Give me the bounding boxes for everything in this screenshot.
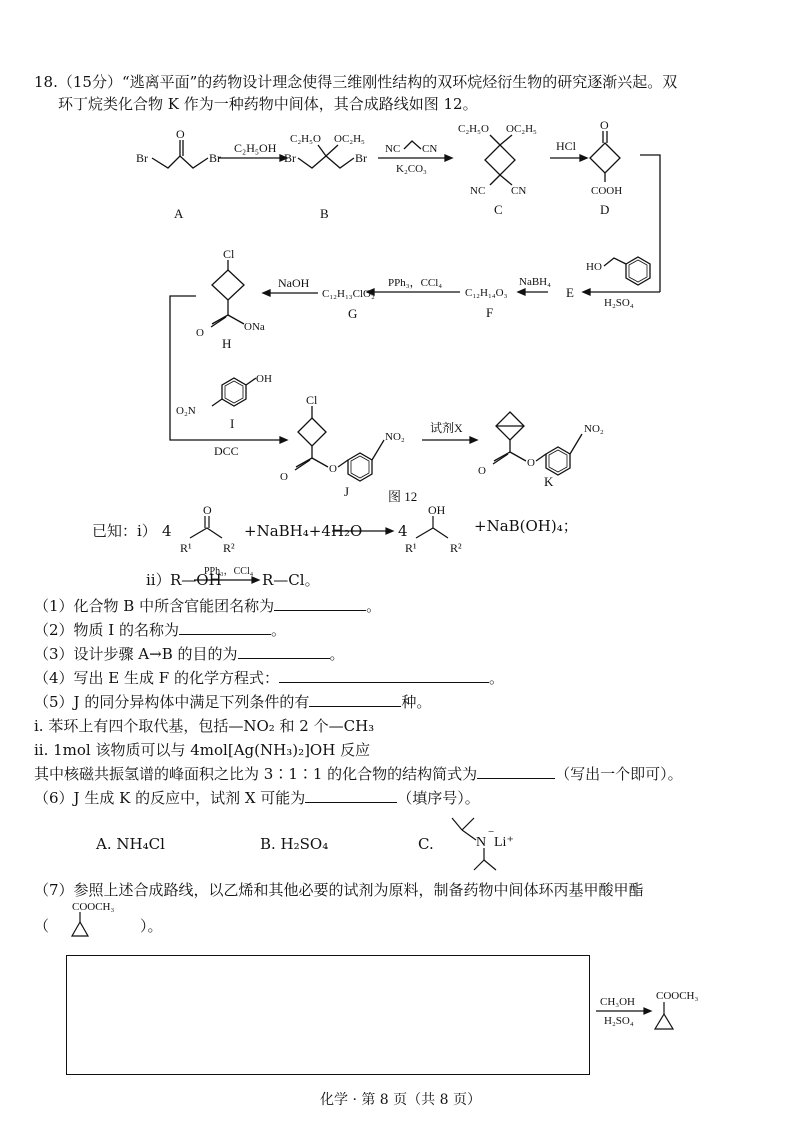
q7-paren-close: ）。 (140, 917, 163, 935)
q6-option-b[interactable]: B. H₂SO₄ (260, 835, 329, 853)
a-o: O (176, 127, 185, 141)
q1: （1）化合物 B 中所含官能团名称为 。 (34, 597, 382, 615)
b-br-left: Br (284, 151, 296, 165)
j-o-ester: O (329, 463, 337, 475)
known-coef-2: 4 (398, 522, 408, 540)
known-r1: R¹ (180, 541, 192, 555)
q7-cooch3: COOCH₃ (72, 901, 115, 913)
formula-f: C₁₂H₁₄O₃ (465, 287, 508, 299)
lda-minus: − (488, 826, 495, 838)
label-f: F (486, 305, 494, 320)
label-i: I (230, 416, 235, 431)
known-coef-1: 4 (162, 522, 172, 540)
q4: （4）写出 E 生成 F 的化学方程式： 。 (34, 669, 504, 687)
b-eto: C₂H₅O (290, 133, 321, 145)
q5-nmr: 其中核磁共振氢谱的峰面积之比为 3∶1∶1 的化合物的结构简式为 （写出一个即可）。 (34, 765, 683, 783)
label-k: K (544, 474, 554, 489)
known-oh: OH (428, 503, 446, 517)
figure-caption: 图 12 (388, 489, 418, 504)
bc-nc: NC (385, 143, 401, 155)
q6-option-a[interactable]: A. NH₄Cl (96, 835, 165, 853)
k-no2: NO₂ (584, 423, 604, 435)
known-label: 已知：i） (92, 522, 157, 540)
question-line-2: 环丁烷类化合物 K 作为一种药物中间体，其合成路线如图 12。 (58, 95, 478, 113)
known-r2: R² (223, 541, 235, 555)
k-o: O (478, 465, 486, 477)
label-d: D (600, 202, 610, 217)
formula-g: C₁₂H₁₃ClO₂ (322, 288, 375, 300)
answer-product: COOCH₃ (656, 990, 699, 1002)
a-br-left: Br (136, 151, 148, 165)
known-ii-product: R—Cl。 (262, 571, 320, 589)
q5-condition-i: i. 苯环上有四个取代基，包括—NO₂ 和 2 个—CH₃ (34, 717, 375, 735)
reagent-jk: 试剂X (430, 421, 463, 435)
j-o: O (280, 471, 288, 483)
bc-cn: CN (422, 143, 438, 155)
known-r2-prod: R² (450, 541, 462, 555)
reagent-cd: HCl (556, 139, 577, 153)
label-e: E (566, 285, 574, 300)
question-line-1: 18.（15分）“逃离平面”的药物设计理念使得三维刚性结构的双环烷烃衍生物的研究逐渐兴起。双 (34, 73, 678, 91)
j-cl: Cl (306, 393, 318, 407)
q5-condition-ii: ii. 1mol 该物质可以与 4mol[Ag(NH₃)₂]OH 反应 (34, 741, 371, 759)
label-j: J (344, 484, 350, 499)
q7-paren-open: （ (34, 917, 50, 935)
i-oh: OH (256, 373, 272, 385)
h-o: O (196, 327, 204, 339)
known-products: +NaB(OH)₄； (474, 517, 578, 535)
benzyl-ho: HO (586, 261, 602, 273)
reagent-gh: NaOH (278, 276, 310, 290)
label-b: B (320, 206, 329, 221)
q3: （3）设计步骤 A→B 的目的为 。 (34, 645, 345, 663)
label-c: C (494, 202, 503, 217)
b-oet: OC₂H₅ (334, 133, 365, 145)
label-h: H (222, 336, 232, 351)
q6-option-c[interactable]: C. (418, 835, 434, 853)
c-eto: C₂H₅O (458, 123, 489, 135)
q7: （7）参照上述合成路线，以乙烯和其他必要的试剂为原料，制备药物中间体环丙基甲酸甲酯 (34, 881, 644, 899)
answer-reagent-bottom: H₂SO₄ (604, 1015, 634, 1027)
reagent-fg: PPh₃，CCl₄ (388, 277, 443, 289)
h-cl: Cl (223, 247, 235, 261)
lda-n: N (476, 835, 487, 850)
page-footer: 化学 · 第 8 页（共 8 页） (320, 1092, 481, 1108)
q5: （5）J 的同分异构体中满足下列条件的有 种。 (34, 693, 432, 711)
reagent-de: H₂SO₄ (604, 297, 634, 309)
reagent-hj: DCC (214, 444, 239, 458)
known-reagents: +NaBH₄+4H₂O (244, 522, 363, 540)
c-nc: NC (470, 185, 486, 197)
label-a: A (174, 206, 184, 221)
label-g: G (348, 306, 358, 321)
known-ii-label: ii） (146, 571, 171, 589)
known-ii-reagent: PPh₃，CCl₄ (204, 566, 254, 577)
d-o: O (600, 118, 609, 132)
h-ona: ONa (244, 321, 265, 333)
a-br-right: Br (209, 151, 221, 165)
q2: （2）物质 I 的名称为 。 (34, 621, 287, 639)
q6: （6）J 生成 K 的反应中，试剂 X 可能为 （填序号）。 (34, 789, 480, 807)
known-r1-prod: R¹ (405, 541, 417, 555)
known-ii-reactant: R—OH (170, 571, 222, 589)
j-no2: NO₂ (385, 431, 405, 443)
answer-reagent-top: CH₃OH (600, 996, 636, 1008)
reagent-ab: C₂H₅OH (234, 141, 277, 155)
lda-li: Li⁺ (494, 835, 514, 850)
i-o2n: O₂N (176, 405, 196, 417)
c-cn: CN (511, 185, 527, 197)
reagent-bc-bottom: K₂CO₃ (396, 163, 427, 175)
known-o: O (203, 503, 212, 517)
reagent-ef: NaBH₄ (519, 276, 551, 288)
k-o-ester: O (527, 457, 535, 469)
b-br-right: Br (355, 151, 367, 165)
c-oet: OC₂H₅ (506, 123, 537, 135)
d-cooh: COOH (591, 185, 623, 197)
